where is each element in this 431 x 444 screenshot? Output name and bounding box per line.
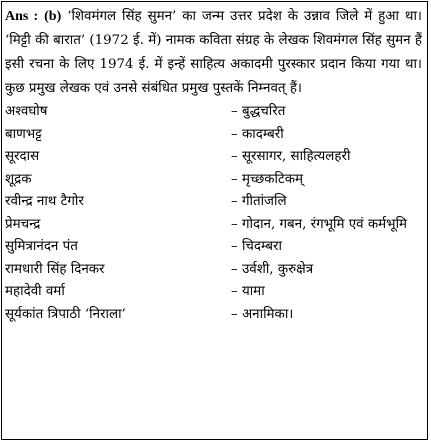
author-name: रवीन्द्र नाथ टैगोर: [5, 194, 84, 209]
work-title: – यामा: [231, 284, 265, 299]
list-item: [5, 214, 422, 237]
work-title: – मृच्छकटिकम्: [231, 171, 304, 187]
work-title: – गोदान, गबन, रंगभूमि एवं कर्मभूमि: [231, 216, 408, 232]
work-title: – सूरसागर, साहित्यलहरी: [231, 149, 351, 164]
author-name: सूरदास: [5, 149, 40, 164]
list-item: [5, 124, 422, 147]
author-work-list: [5, 101, 422, 326]
answer-intro-text: ‘शिवमंगल सिंह सुमन’ का जन्म उत्तर प्रदेश के उन्नाव जिले में हुआ था। ‘मिट्टी की बारात’ (1972 ई. में) नामक कविता संग्रह के लेखक शिवमंगल सिंह सुमन हैं इसी रचना के लिए 1974 ई. में इन्हें साहित्य अकादमी पुरस्कार प्रदान किया गया था। कुछ प्रमुख लेखक एवं उनसे संबंधित प्रमुख पुस्तकें निम्नवत् हैं।: [5, 9, 422, 96]
author-name: प्रेमचन्द्र: [5, 216, 41, 232]
list-item: [5, 259, 422, 282]
work-title: – कादम्बरी: [231, 126, 284, 142]
answer-option: (b): [44, 9, 62, 24]
work-title: – उर्वशी, कुरुक्षेत्र: [231, 261, 314, 277]
list-item: [5, 236, 422, 259]
work-title: – अनामिका।: [231, 306, 294, 322]
author-name: शूद्रक: [5, 171, 32, 187]
author-name: अश्वघोष: [5, 104, 48, 119]
list-item: [5, 304, 422, 327]
list-item: [5, 146, 422, 169]
author-name: बाणभट्ट: [5, 126, 42, 142]
author-name: सूर्यकांत त्रिपाठी ‘निराला’: [5, 306, 126, 322]
answer-box: [1, 1, 428, 440]
answer-paragraph: [5, 5, 422, 101]
author-name: महादेवी वर्मा: [5, 284, 65, 299]
work-title: – चिदम्बरा: [231, 239, 282, 254]
author-name: रामधारी सिंह दिनकर: [5, 261, 105, 277]
list-item: [5, 169, 422, 192]
author-name: सुमित्रानंदन पंत: [5, 239, 78, 254]
work-title: – गीतांजलि: [231, 194, 287, 209]
answer-label: Ans :: [5, 9, 39, 24]
work-title: – बुद्धचरित: [231, 104, 286, 119]
list-item: [5, 101, 422, 124]
list-item: [5, 191, 422, 214]
list-item: [5, 281, 422, 304]
